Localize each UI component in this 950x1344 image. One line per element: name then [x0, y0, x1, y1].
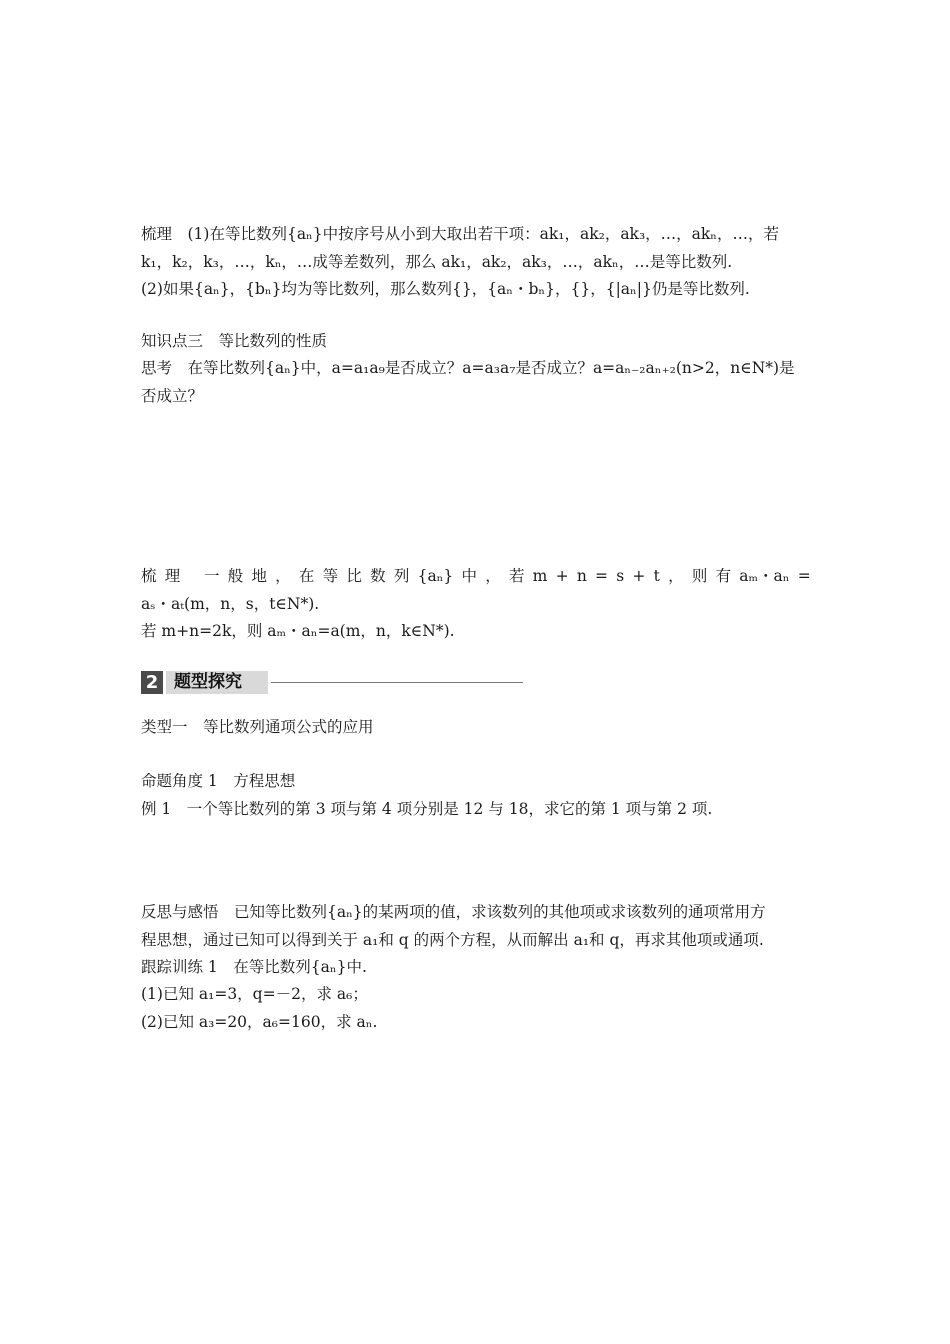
example-1: 例 1 一个等比数列的第 3 项与第 4 项分别是 12 与 18，求它的第 1 项与第 2 项.: [141, 800, 713, 818]
section-header: [141, 671, 523, 695]
training-question-1: (1)已知 a₁=3，q=－2，求 a₆；: [141, 985, 368, 1003]
word: s: [616, 567, 625, 585]
section-title: 题型探究: [166, 671, 268, 694]
training-heading: 跟踪训练 1 在等比数列{aₙ}中.: [141, 958, 367, 976]
word: 数: [370, 567, 386, 585]
training-question-2: (2)已知 a₃=20，a₆=160，求 aₙ.: [141, 1013, 378, 1031]
word: 若: [508, 567, 525, 585]
word: 理: [164, 567, 181, 585]
word: n: [576, 567, 587, 585]
word: t: [653, 567, 660, 585]
summary-2-line-3: 若 m+n=2k，则 aₘ・aₙ=a(m，n，k∈N*).: [141, 622, 455, 640]
type-1-heading: 类型一 等比数列通项公式的应用: [141, 718, 374, 736]
word: 在: [298, 567, 315, 585]
word: {aₙ}: [417, 567, 454, 585]
word: +: [555, 567, 569, 585]
section-number: 2: [141, 671, 163, 694]
word: 列: [393, 567, 410, 585]
word: +: [632, 567, 646, 585]
summary-2-line-2: aₛ・aₜ(m，n，s，t∈N*).: [141, 595, 320, 613]
word: 中: [461, 567, 477, 585]
word: 比: [346, 567, 362, 585]
word: 有: [715, 567, 732, 585]
reflection-line-1: 反思与感悟 已知等比数列{aₙ}的某两项的值，求该数列的其他项或求该数列的通项常用方: [141, 903, 766, 921]
word: 等: [322, 567, 339, 585]
word: 般: [227, 567, 244, 585]
word: =: [595, 567, 609, 585]
word: 则: [691, 567, 708, 585]
word: aₘ・aₙ: [739, 567, 790, 585]
angle-heading: 命题角度 1 方程思想: [141, 772, 296, 790]
summary-1-line-2: k₁，k₂，k₃，…，kₙ，…成等差数列，那么 ak₁，ak₂，ak₃，…，akₙ，…是等比数列.: [141, 253, 733, 271]
summary-1-line-1: 梳理 (1)在等比数列{aₙ}中按序号从小到大取出若干项：ak₁，ak₂，ak₃，…，akₙ，…，若: [141, 225, 780, 243]
word: ，: [668, 567, 684, 585]
think-line-2: 否成立？: [141, 387, 204, 405]
word: 梳: [141, 567, 157, 585]
word: ，: [485, 567, 501, 585]
word: 一: [188, 567, 220, 585]
summary-2-line-1: [141, 566, 811, 586]
summary-1-line-3: (2)如果{aₙ}，{bₙ}均为等比数列，那么数列{}，{aₙ・bₙ}，{}，{|aₙ|}仍是等比数列.: [141, 280, 750, 298]
word: 地: [251, 567, 267, 585]
think-line-1: 思考 在等比数列{aₙ}中，a=a₁a₉是否成立？a=a₃a₇是否成立？a=aₙ₋₂aₙ₊₂(n>2，n∈N*)是: [141, 359, 795, 377]
word: =: [797, 567, 811, 585]
knowledge-point-heading: 知识点三 等比数列的性质: [141, 332, 328, 350]
word: ，: [275, 567, 291, 585]
section-divider: [271, 682, 523, 683]
word: m: [532, 567, 548, 585]
reflection-line-2: 程思想，通过已知可以得到关于 a₁和 q 的两个方程，从而解出 a₁和 q，再求其他项或通项.: [141, 931, 764, 949]
